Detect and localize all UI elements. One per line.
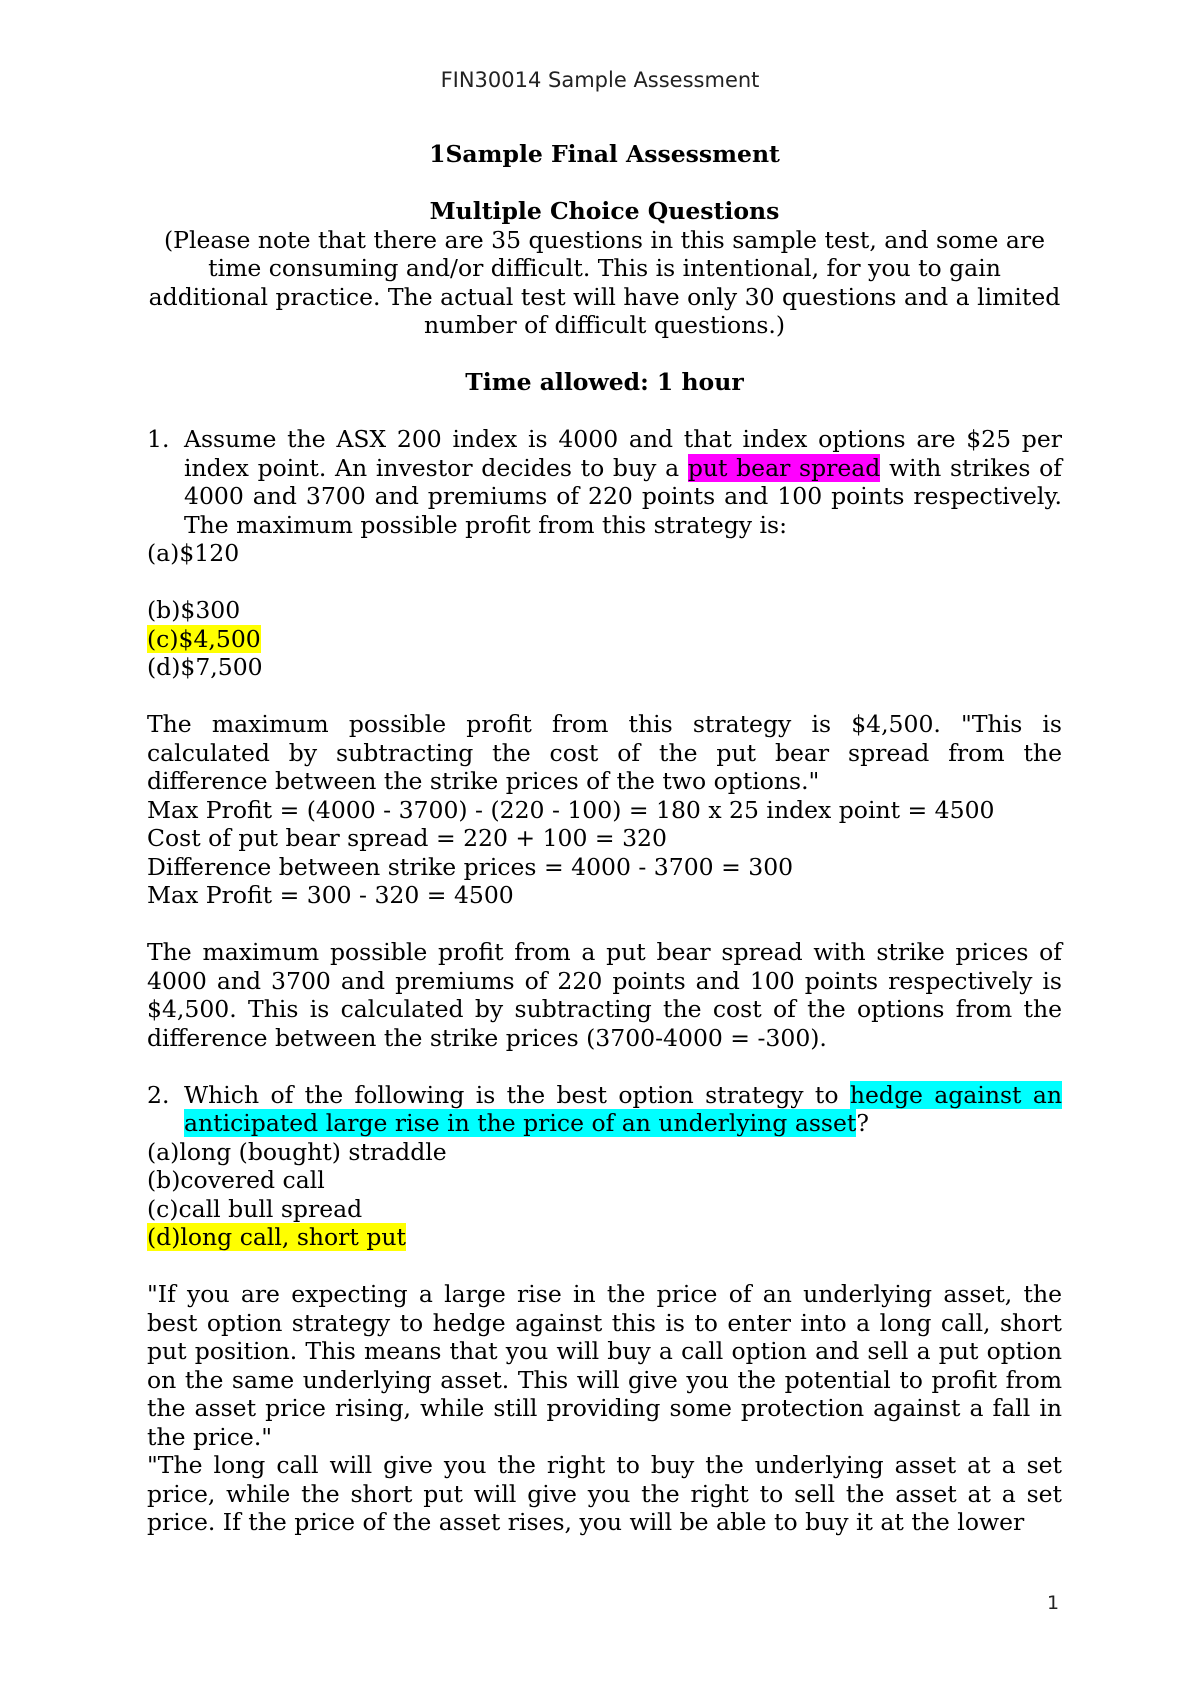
explanation-paragraph: The maximum possible profit from this strategy is $4,500. "This is calculated by subtracting the cost of the put bear spread from the difference between the strike prices of the two options." (147, 710, 1062, 795)
section-heading: Multiple Choice Questions (429, 197, 780, 225)
question-text: Assume the ASX 200 index is 4000 and that index options are $25 per index point. An investor decides to buy a (184, 425, 1062, 482)
running-header: FIN30014 Sample Assessment (440, 68, 760, 92)
answer-option-d: (d)$7,500 (147, 653, 263, 681)
document-body (147, 140, 1062, 1537)
highlighted-term: hedge against an anticipated large rise in the price of an underlying asset (184, 1080, 1062, 1137)
document-title: 1Sample Final Assessment (429, 140, 780, 168)
time-allowed: Time allowed: 1 hour (465, 368, 744, 396)
explanation-paragraph: The maximum possible profit from a put bear spread with strike prices of 4000 and 3700 and premiums of 220 points and 100 points respectively is $4,500. This is calculated by subtracting the cost of the options from the difference between the strike prices (3700-4000 = -300). (147, 938, 1062, 1052)
correct-answer-option-d: (d)long call, short put (147, 1223, 406, 1251)
question-text: Which of the following is the best option strategy to (184, 1080, 850, 1109)
answer-option-b: (b)covered call (147, 1166, 325, 1194)
explanation-paragraph: "The long call will give you the right to buy the underlying asset at a set price, while the short put will give you the right to sell the asset at a set price. If the price of the asset rises, you will be able to buy it at the lower (147, 1451, 1062, 1536)
question-1 (147, 425, 1062, 539)
question-2 (147, 1081, 1062, 1138)
question-text: with strikes of 4000 and 3700 and premiums of 220 points and 100 points respectively. The maximum possible profit from this strategy is: (184, 453, 1063, 539)
question-number: 1. (147, 425, 170, 453)
highlighted-term: put bear spread (687, 453, 881, 482)
answer-option-c: (c)call bull spread (147, 1194, 363, 1223)
answer-option-a: (a)long (bought) straddle (147, 1137, 447, 1166)
calculation-line: Difference between strike prices = 4000 - 3700 = 300 (147, 852, 794, 881)
explanation-paragraph: "If you are expecting a large rise in the price of an underlying asset, the best option strategy to hedge against this is to enter into a long call, short put position. This means that you will buy a call option and sell a put option on the same underlying asset. This will give you the potential to profit from the asset price rising, while still providing some protection against a fall in the price." (147, 1280, 1062, 1451)
page-number: 1 (1047, 1592, 1060, 1614)
calculation-line: Max Profit = 300 - 320 = 4500 (147, 881, 514, 909)
answer-option-a: (a)$120 (147, 539, 240, 567)
answer-option-b: (b)$300 (147, 596, 241, 624)
correct-answer-option-c: (c)$4,500 (147, 624, 261, 653)
calculation-line: Max Profit = (4000 - 3700) - (220 - 100) = 180 x 25 index point = 4500 (147, 795, 995, 824)
instructions-note: (Please note that there are 35 questions in this sample test, and some are time consuming and/or difficult. This is intentional, for you to gain additional practice. The actual test will have only 30 questions and a limited number of difficult questions.) (148, 225, 1061, 339)
calculation-line: Cost of put bear spread = 220 + 100 = 320 (147, 824, 667, 852)
question-number: 2. (147, 1080, 170, 1109)
question-text: ? (856, 1109, 869, 1137)
